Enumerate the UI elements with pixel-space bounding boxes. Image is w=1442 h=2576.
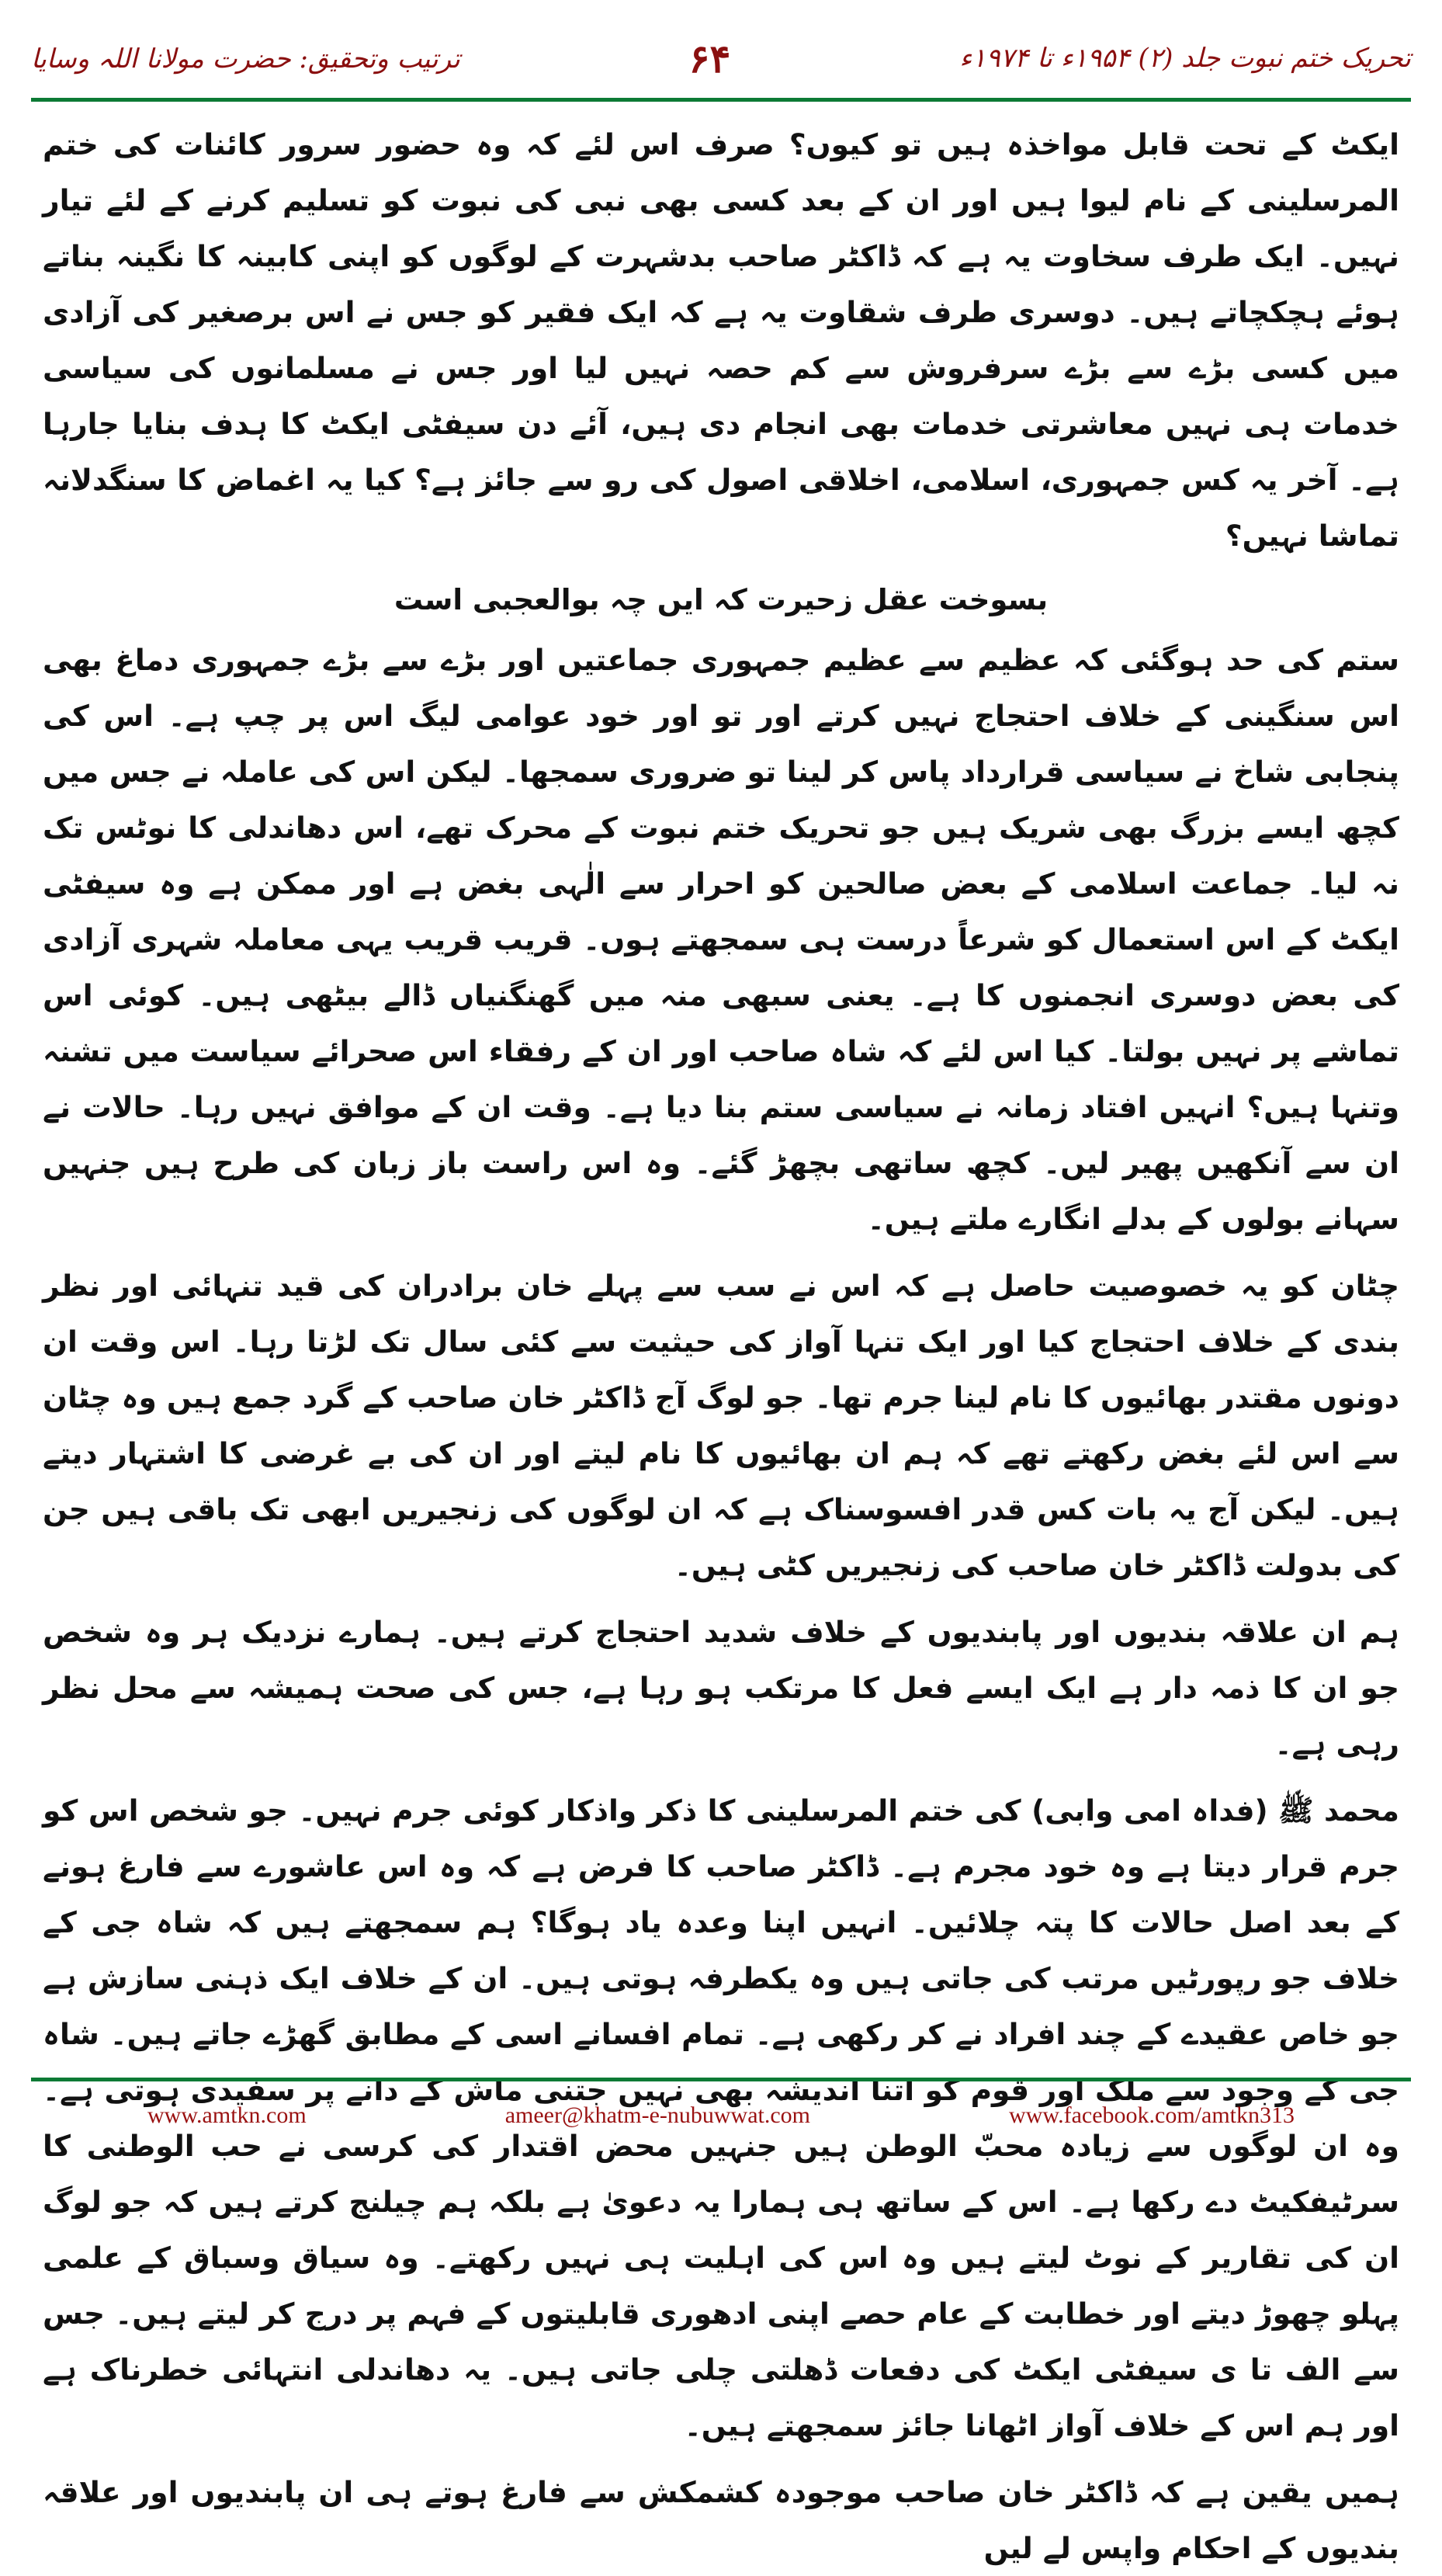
email-link[interactable]: ameer@khatm-e-nubuwwat.com — [504, 2102, 811, 2128]
compiler-credit: ترتیب وتحقیق: حضرت مولانا اللہ وسایا — [31, 43, 460, 75]
body-paragraph: ہمیں یقین ہے کہ ڈاکٹر خان صاحب موجودہ کشمکش سے فارغ ہوتے ہی ان پابندیوں اور علاقہ بندیوں کے احکام واپس لے لیں — [43, 2475, 1399, 2565]
website-link[interactable]: www.amtkn.com — [147, 2102, 307, 2128]
persian-verse: بسوخت عقل زحیرت کہ ایں چہ بوالعجبی است — [393, 583, 1049, 616]
page-number: ۶۴ — [688, 35, 731, 82]
body-paragraph: ایکٹ کے تحت قابل مواخذہ ہیں تو کیوں؟ صرف اس لئے کہ وہ حضور سرور کائنات کی ختم المرسلینی کے نام لیوا ہیں اور ان کے بعد کسی بھی نبی کی نبوت کو تسلیم کرنے کے لئے تیار نہیں۔ ایک طرف سخاوت یہ ہے کہ ڈاکٹر صاحب بدشہرت کے لوگوں کو اپنی کابینہ کا نگینہ بناتے ہوئے ہچکچاتے ہیں۔ دوسری طرف شقاوت یہ ہے کہ ایک فقیر کو جس نے اس برصغیر کی آزادی میں کسی بڑے سے بڑے سرفروش سے کم حصہ نہیں لیا اور جس نے مسلمانوں کی سیاسی خدمات ہی نہیں معاشرتی خدمات بھی انجام دی ہیں، آئے دن سیفٹی ایکٹ کا ہدف بنایا جارہا ہے۔ آخر یہ کس جمہوری، اسلامی، اخلاقی اصول کی رو سے جائز ہے؟ کیا یہ اغماض کا سنگدلانہ تماشا نہیں؟ — [43, 127, 1399, 553]
book-title: تحریک ختم نبوت جلد (۲) ۱۹۵۴ء تا ۱۹۷۴ء — [959, 43, 1411, 74]
page-header — [31, 23, 1411, 93]
body-paragraph: ہم ان علاقہ بندیوں اور پابندیوں کے خلاف شدید احتجاج کرتے ہیں۔ ہمارے نزدیک ہر وہ شخص جو ان کا ذمہ دار ہے ایک ایسے فعل کا مرتکب ہو رہا ہے، جس کی صحت ہمیشہ سے محل نظر رہی ہے۔ — [43, 1615, 1399, 1761]
facebook-link[interactable]: www.facebook.com/amtkn313 — [1009, 2102, 1295, 2128]
header-divider — [31, 98, 1411, 102]
page-footer — [31, 2096, 1411, 2135]
body-paragraph: چٹان کو یہ خصوصیت حاصل ہے کہ اس نے سب سے پہلے خان برادران کی قید تنہائی اور نظر بندی کے خلاف احتجاج کیا اور ایک تنہا آواز کی حیثیت سے کئی سال تک لڑتا رہا۔ اس وقت ان دونوں مقتدر بھائیوں کا نام لینا جرم تھا۔ جو لوگ آج ڈاکٹر خان صاحب کے گرد جمع ہیں وہ چٹان سے اس لئے بغض رکھتے تھے کہ ہم ان بھائیوں کا نام لیتے اور ان کی بے غرضی کا اشتہار دیتے ہیں۔ لیکن آج یہ بات کس قدر افسوسناک ہے کہ ان لوگوں کی زنجیریں ابھی تک باقی ہیں جن کی بدولت ڈاکٹر خان صاحب کی زنجیریں کٹی ہیں۔ — [43, 1269, 1399, 1582]
body-paragraph: ستم کی حد ہوگئی کہ عظیم سے عظیم جمہوری جماعتیں اور بڑے سے بڑے جمہوری دماغ بھی اس سنگینی کے خلاف احتجاج نہیں کرتے اور تو اور خود عوامی لیگ اس پر چپ ہے۔ اس کی پنجابی شاخ نے سیاسی قرارداد پاس کر لینا تو ضروری سمجھا۔ لیکن اس کی عاملہ نے جس میں کچھ ایسے بزرگ بھی شریک ہیں جو تحریک ختم نبوت کے محرک تھے، اس دھاندلی کا نوٹس تک نہ لیا۔ جماعت اسلامی کے بعض صالحین کو احرار سے الٰہی بغض ہے اور ممکن ہے وہ سیفٹی ایکٹ کے اس استعمال کو شرعاً درست ہی سمجھتے ہوں۔ قریب قریب یہی معاملہ شہری آزادی کی بعض دوسری انجمنوں کا ہے۔ یعنی سبھی منہ میں گھنگنیاں ڈالے بیٹھی ہیں۔ کوئی اس تماشے پر نہیں بولتا۔ کیا اس لئے کہ شاہ صاحب اور ان کے رفقاء اس صحرائے سیاست میں تشنہ وتنہا ہیں؟ انہیں افتاد زمانہ نے سیاسی ستم بنا دیا ہے۔ وقت ان کے موافق نہیں رہا۔ حالات نے ان سے آنکھیں پھیر لیں۔ کچھ ساتھی بچھڑ گئے۔ وہ اس راست باز زبان کی طرح ہیں جنہیں سہانے بولوں کے بدلے انگارے ملتے ہیں۔ — [43, 643, 1399, 1236]
footer-divider — [31, 2078, 1411, 2081]
body-paragraph: محمد ﷺ (فداہ امی وابی) کی ختم المرسلینی کا ذکر واذکار کوئی جرم نہیں۔ جو شخص اس کو جرم قرار دیتا ہے وہ خود مجرم ہے۔ ڈاکٹر صاحب کا فرض ہے کہ وہ اس عاشورے سے فارغ ہونے کے بعد اصل حالات کا پتہ چلائیں۔ انہیں اپنا وعدہ یاد ہوگا؟ ہم سمجھتے ہیں کہ شاہ جی کے خلاف جو رپورٹیں مرتب کی جاتی ہیں وہ یکطرفہ ہوتی ہیں۔ ان کے خلاف ایک ذہنی سازش ہے جو خاص عقیدے کے چند افراد نے کر رکھی ہے۔ تمام افسانے اسی کے مطابق گھڑے جاتے ہیں۔ شاہ جی کے وجود سے ملک اور قوم کو اتنا اندیشہ بھی نہیں جتنی ماش کے دانے پر سفیدی ہوتی ہے۔ وہ ان لوگوں سے زیادہ محبّ الوطن ہیں جنہیں محض اقتدار کی کرسی نے حب الوطنی کا سرٹیفکیٹ دے رکھا ہے۔ اس کے ساتھ ہی ہمارا یہ دعویٰ ہے بلکہ ہم چیلنج کرتے ہیں کہ جو لوگ ان کی تقاریر کے نوٹ لیتے ہیں وہ اس کی اہلیت ہی نہیں رکھتے۔ وہ سیاق وسباق کے علمی پہلو چھوڑ دیتے اور خطابت کے عام حصے اپنی ادھوری قابلیتوں کے فہم پر درج کر لیتے ہیں۔ جس سے الف تا ی سیفٹی ایکٹ کی دفعات ڈھلتی چلی جاتی ہیں۔ یہ دھاندلی انتہائی خطرناک ہے اور ہم اس کے خلاف آواز اٹھانا جائز سمجھتے ہیں۔ — [43, 1793, 1399, 2442]
